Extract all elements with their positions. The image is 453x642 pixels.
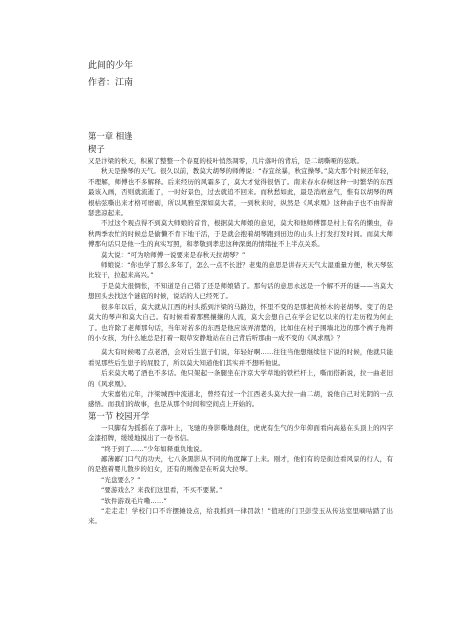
paragraph: 秋天是操琴的天气。很久以前，教莫大胡琴的师傅说：“春宜丝暴，秋宜操琴。”莫大那个时候还年轻，不理解，师傅也不多解释。后来经历的风霜多了，莫大才觉得很悟了。南来春水春树这种一时繁华的东西最该入画，否则就流逝了，一时好景色，过去就追不回来。而秋愁如此，最是消磨意气，惟有以胡琴的两根枯弦嘶出来才格可磨砺，所以风雅至深如莫大者，一到秋来时，纵然是《风求凰》这种曲子也不由得萧瑟悲凉起来。 [88,167,393,218]
paragraph: “走走走！学校门口不许摆摊设点，给我抓到一律罚款！”值班的门卫彭莹玉从传达室里嘀咕踏了出来。 [88,507,393,526]
paragraph: 后来莫大喝了酒也不多话。他只架起一条腿坐在汴京大学草地的铁栏杆上，嘶而搭新说，拉一曲老旧的《风求凰》。 [88,369,393,388]
paragraph: 不过这个观点得不到莫大师娘的首肯，根据莫大师娘的意见，莫大和他师傅都是村上有名的懒虫，春秋两季农忙的时候总是偷懒不肯下地干活，于是就会抱着胡琴跑到田边的山头上打发打发时间。而莫大师傅那句话只是他一生的真实写照，和孝敬到孝忠这种深奥的情绪扯不上半点关系。 [88,219,393,249]
paragraph: 师娘说：“你也学了那么多年了，怎么一点不长进？老鬼的意思是讲春天天气太湿重量方便，秋天琴弦比较干，拉起来高兴。” [88,261,393,280]
paragraph: “光盘要么？” [101,475,141,484]
paragraph: 又是汴梁的秋天，积累了整整一个春夏的枝叶悄然凋零，几片落叶的背后，是二胡嘶哑的弦歌。 [88,157,364,165]
section-heading-first: 第一节 校园开学 [88,410,150,421]
paragraph: 大宋嘉佑元年，汴梁城西中流道北，曾经有过一个江西老头莫大拉一曲二胡，说他自己对光阴的一点感悟。而我们的故事，也是从那个时间和空间点上开始的。 [88,389,393,409]
chapter-heading: 第一章 相逢 [88,131,133,141]
paragraph: 一只脚有为摇摇在了落叶上，飞驰的身影嘶地刹住，虎虎有生气的少年仰面看向高悬在头顶上的四字金漆招牌，缓缓地摸出了一卷书信。 [88,423,393,443]
paragraph: 于是莫大很惆怅，不知道是自己错了还是师娘错了。那句话的意思永远是一个解不开的谜——当莫大想回头去找这个谜底的时候，说话的人已经死了。 [88,281,393,301]
prologue-paragraphs-b [88,347,393,409]
paragraph: 很多年以后，莫大就从江西的村头摇到汴梁的马路边，怀里不变的是那把黄桥木的老胡琴。变了的是莫大的琴声和莫大自己。有时候看着那熙攘攘的人流，莫大会想自己在学会记忆以来的行走历程为何止了。也许除了老师那句话，当年对若多的东西是他应该弄清楚的，比如住在村子围墙北边的那个裤子角辫的小女孩，为什么她总是打着一眼草安静地站在自己背后听那曲一成不变的《风求凰》？ [88,302,393,342]
section-heading-prologue: 楔子 [88,144,105,154]
paragraph: 莫大说：“可为啥师傅一说要来是春秋天拉胡琴？” [101,250,246,259]
book-author: 作者：江南 [88,78,134,88]
paragraph: 鄙薄鄙门口气的功夫，七八条黑影从不同的角度蹿了上来。刚才，他们有的是街边看风景的行人，有的是抱着婴儿散步的妇女，还有的则像是在听莫大拉琴。 [88,454,393,474]
paragraph: “软件游戏毛片嘞……” [101,496,167,505]
prologue-paragraphs-a [88,156,393,343]
section-one-paragraphs [88,423,393,527]
paragraph: 莫大有时候喝了点老酒，会对后生崽子们说，年轻好啊……往往当他想继续往下说的时候，他就只能看见那些后生崽子的屁股了，所以莫大知道他们其实并不想听他说。 [88,348,393,367]
book-title: 此间的少年 [88,61,134,71]
paragraph: “要游戏么？来我们这里看，不买不要紧。” [101,486,223,495]
title-block [88,58,393,92]
paragraph: “终于到了……”少年如释重负地说。 [101,444,207,453]
